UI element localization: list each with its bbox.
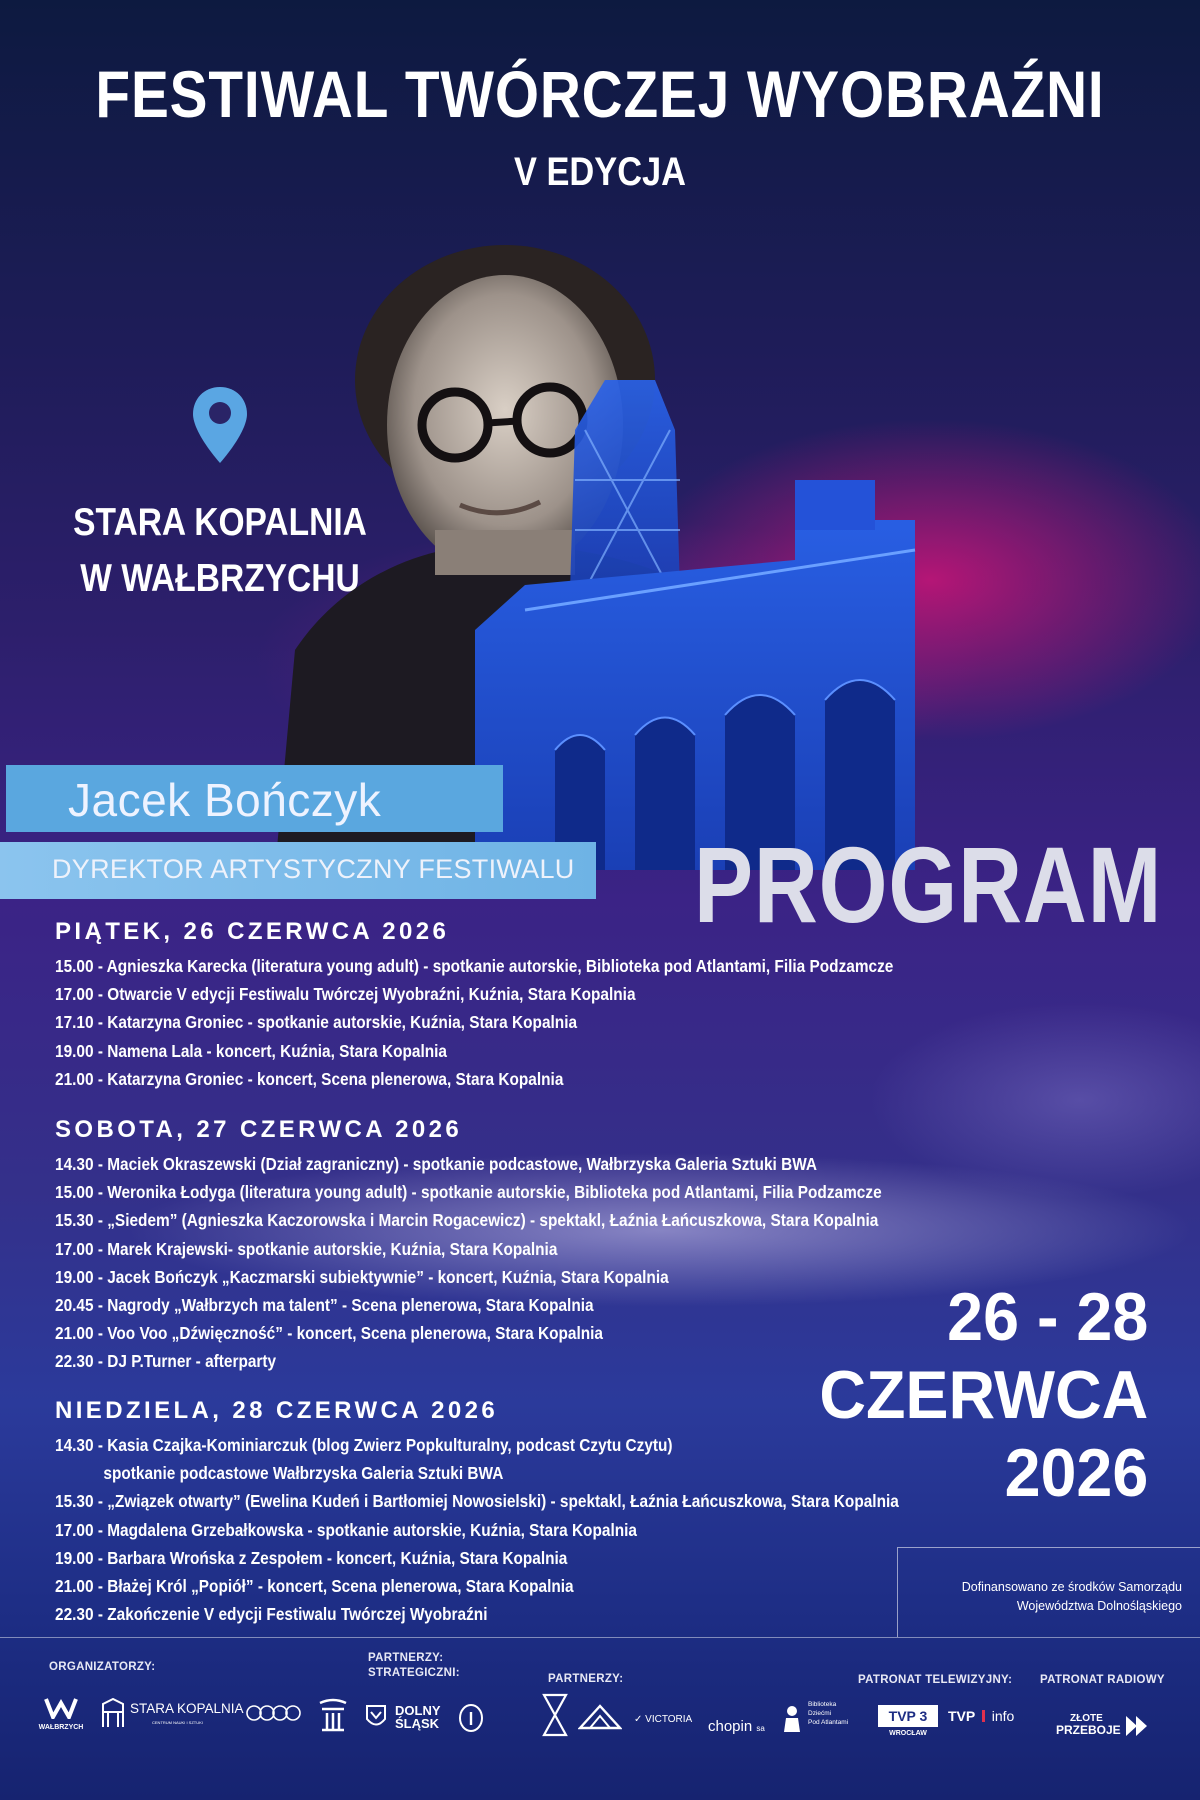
triangle-logo xyxy=(578,1704,622,1735)
day-heading: SOBOTA, 27 CZERWCA 2026 xyxy=(55,1116,463,1143)
funding-note xyxy=(897,1547,1200,1637)
tvp-info-logo xyxy=(948,1708,1014,1724)
event-item xyxy=(55,1431,829,1487)
tvp3-logo xyxy=(878,1705,938,1737)
event-item: 21.00 - Voo Voo „Dźwięczność” - koncert, Scena plenerowa, Stara Kopalnia xyxy=(55,1323,604,1344)
biblioteka-line-2: Dziećmi xyxy=(808,1710,832,1717)
event-item: 15.00 - Agnieszka Karecka (literatura young adult) - spotkanie autorskie, Biblioteka pod Atlantami, Filia Podzamcze xyxy=(55,956,894,976)
event-item: 15.00 - Weronika Łodyga (literatura young adult) - spotkanie autorskie, Biblioteka pod Atlantami, Filia Podzamcze xyxy=(55,1182,882,1203)
dates-range: 26 - 28 xyxy=(946,1279,1148,1355)
director-name-banner xyxy=(6,765,503,832)
mine-tower-shape xyxy=(570,380,680,590)
tvp-info-bar-icon xyxy=(982,1710,985,1722)
edition-label: V EDYCJA xyxy=(513,150,687,194)
event-item: 22.30 - DJ P.Turner - afterparty xyxy=(55,1351,277,1372)
partners-label: PARTNERZY: xyxy=(548,1673,624,1685)
dolny-slask-line-2: ŚLĄSK xyxy=(395,1716,440,1731)
event-item: 17.00 - Magdalena Grzebałkowska - spotkanie autorskie, Kuźnia, Stara Kopalnia xyxy=(55,1519,637,1540)
event-item: 15.30 - „Związek otwarty” (Ewelina Kudeń i Bartłomiej Nowosielski) - spektakl, Łaźnia Łańcuszkowa, Stara Kopalnia xyxy=(55,1491,899,1512)
tvp3-text: TVP 3 xyxy=(878,1705,938,1727)
victoria-mark-icon: ✓ xyxy=(634,1714,646,1725)
day-heading: PIĄTEK, 26 CZERWCA 2026 xyxy=(55,918,450,945)
event-item: 22.30 - Zakończenie V edycji Festiwalu Twórczej Wyobraźni xyxy=(55,1604,488,1625)
walbrzych-logo-text: WAŁBRZYCH xyxy=(38,1724,84,1731)
festival-dates xyxy=(802,1278,1148,1512)
event-list xyxy=(55,952,935,1093)
event-item: 14.30 - Maciek Okraszewski (Dział zagraniczny) - spotkanie podcastowe, Wałbrzyska Galeria Sztuki BWA xyxy=(55,1154,818,1174)
strategic-label-line-1: PARTNERZY: xyxy=(368,1652,444,1664)
hourglass-logo xyxy=(540,1693,570,1742)
tvp-info-text-1: TVP xyxy=(948,1708,975,1724)
location-pin-icon xyxy=(190,385,250,465)
strategic-label-line-2: STRATEGICZNI: xyxy=(368,1667,460,1679)
festival-title: FESTIWAL TWÓRCZEJ WYOBRAŹNI xyxy=(95,57,1105,131)
chopin-text: chopin xyxy=(708,1718,753,1735)
zlote-przeboje-logo xyxy=(1056,1713,1156,1741)
biblioteka-line-3: Pod Atlantami xyxy=(808,1719,849,1726)
victoria-logo xyxy=(634,1714,692,1725)
stara-kopalnia-text: STARA KOPALNIA xyxy=(130,1701,244,1716)
director-role: DYREKTOR ARTYSTYCZNY FESTIWALU xyxy=(52,854,575,884)
stara-kopalnia-subtext: CENTRUM NAUKI I SZTUKI xyxy=(152,1720,203,1725)
circles-logo xyxy=(246,1703,302,1730)
biblioteka-text xyxy=(808,1700,848,1727)
tvp-info-text-2: info xyxy=(991,1708,1015,1724)
event-item: 15.30 - „Siedem” (Agnieszka Kaczorowska i Marcin Rogacewicz) - spektakl, Łaźnia Łańcuszkowa, Stara Kopalnia xyxy=(55,1210,879,1231)
venue-line-1: STARA KOPALNIA xyxy=(73,501,367,544)
chopin-sa-text: sa xyxy=(756,1724,765,1733)
radio-patronage-label: PATRONAT RADIOWY xyxy=(1040,1674,1165,1686)
director-role-banner xyxy=(0,842,596,899)
dates-year: 2026 xyxy=(1004,1435,1148,1511)
program-heading: PROGRAM xyxy=(694,824,1163,945)
tv-patronage-label: PATRONAT TELEWIZYJNY: xyxy=(858,1674,1013,1686)
event-continuation: spotkanie podcastowe Wałbrzyska Galeria Sztuki BWA xyxy=(103,1463,504,1484)
round-emblem-icon xyxy=(458,1703,484,1733)
zlote-line-2: PRZEBOJE xyxy=(1056,1723,1121,1737)
eagle-shield-icon xyxy=(365,1704,387,1730)
walbrzych-logo xyxy=(36,1697,86,1731)
day-heading: NIEDZIELA, 28 CZERWCA 2026 xyxy=(55,1397,499,1424)
round-emblem-logo xyxy=(458,1703,484,1738)
dates-month: CZERWCA xyxy=(819,1357,1148,1433)
walbrzych-emblem-icon xyxy=(44,1697,78,1719)
dolny-slask-line-1: DOLNY xyxy=(395,1703,441,1718)
stylized-emblem-icon xyxy=(316,1697,350,1733)
atlas-figure-icon xyxy=(781,1704,803,1734)
event-item: 19.00 - Jacek Bończyk „Kaczmarski subiektywnie” - koncert, Kuźnia, Stara Kopalnia xyxy=(55,1266,669,1287)
funding-line-2: Województwa Dolnośląskiego xyxy=(1016,1599,1182,1613)
organizers-label: ORGANIZATORZY: xyxy=(49,1661,156,1673)
event-item: 20.45 - Nagrody „Wałbrzych ma talent” - Scena plenerowa, Stara Kopalnia xyxy=(55,1295,594,1316)
strategic-partners-label xyxy=(368,1651,460,1681)
event-item: 21.00 - Błażej Król „Popiół” - koncert, Scena plenerowa, Stara Kopalnia xyxy=(55,1576,574,1597)
footer-divider xyxy=(0,1637,1200,1638)
hourglass-icon xyxy=(540,1693,570,1737)
event-item: 19.00 - Barbara Wrońska z Zespołem - koncert, Kuźnia, Stara Kopalnia xyxy=(55,1547,568,1568)
event-item: 17.00 - Otwarcie V edycji Festiwalu Twórczej Wyobraźni, Kuźnia, Stara Kopalnia xyxy=(55,984,636,1005)
event-item: 17.00 - Marek Krajewski- spotkanie autorskie, Kuźnia, Stara Kopalnia xyxy=(55,1238,558,1259)
event-item: 17.10 - Katarzyna Groniec - spotkanie autorskie, Kuźnia, Stara Kopalnia xyxy=(55,1012,578,1033)
zlote-line-1: ZŁOTE xyxy=(1070,1713,1103,1724)
day-friday xyxy=(55,918,935,1093)
tvp3-subtext: WROCŁAW xyxy=(889,1730,927,1737)
emblem-logo xyxy=(316,1697,350,1738)
venue-line-2: W WAŁBRZYCHU xyxy=(80,557,360,600)
biblioteka-line-1: Biblioteka xyxy=(808,1701,837,1708)
chopin-logo xyxy=(708,1718,765,1735)
victoria-text: VICTORIA xyxy=(645,1714,693,1725)
funding-line-1: Dofinansowano ze środków Samorządu xyxy=(961,1580,1182,1594)
circles-emblem-icon xyxy=(246,1703,302,1725)
triangle-mark-icon xyxy=(578,1704,622,1730)
event-text: 14.30 - Kasia Czajka-Kominiarczuk (blog Zwierz Popkulturalny, podcast Czytu Czytu) xyxy=(55,1435,673,1455)
event-item: 19.00 - Namena Lala - koncert, Kuźnia, Stara Kopalnia xyxy=(55,1040,447,1061)
director-name: Jacek Bończyk xyxy=(68,774,382,826)
mine-tower-icon xyxy=(100,1698,126,1728)
play-double-icon xyxy=(1125,1715,1149,1737)
event-item: 21.00 - Katarzyna Groniec - koncert, Scena plenerowa, Stara Kopalnia xyxy=(55,1068,564,1089)
